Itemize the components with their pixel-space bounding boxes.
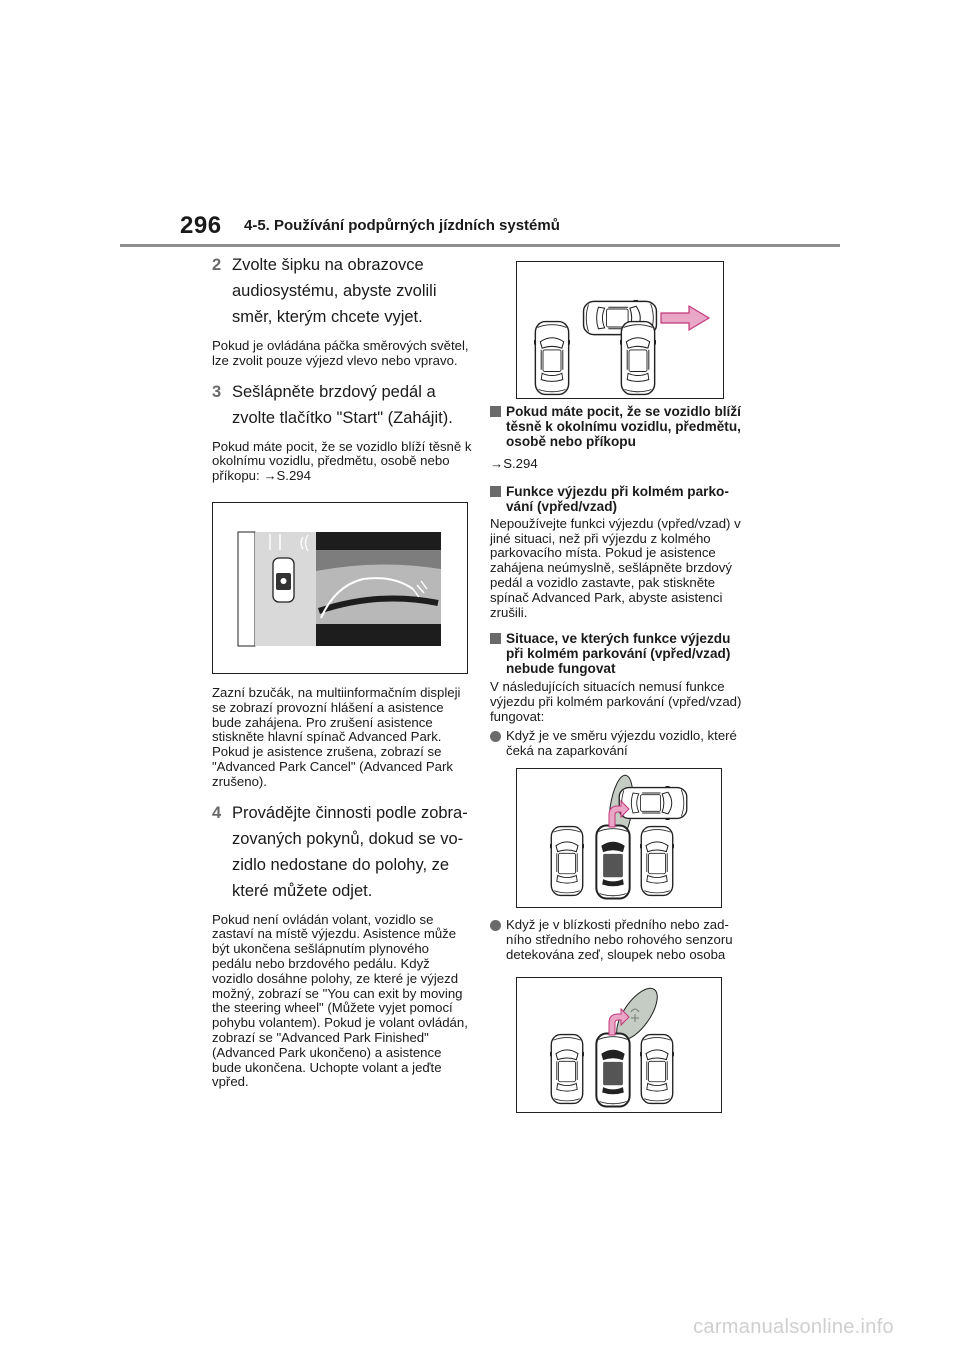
parking-screen-illustration [212, 502, 468, 674]
perpendicular-exit-text: Nepoužívejte funkci výjezdu (vpřed/vzad) v jiné situaci, než při výjezdu z kolmého parkovacího místa. Pokud je asistence zahájena neúmyslně, sešlápněte brzdový pedál a vozidlo zastavte, pak stiskněte spínač Advanced Park, abyste asistenci zrušili. [490, 515, 741, 620]
waiting-vehicle-illustration [516, 768, 722, 908]
step-2-text: Zvolte šipku na obrazovce audiosystému, abyste zvolili směr, kterým chcete vyjet. [232, 256, 437, 326]
step-3-note: Pokud máte pocit, že se vozidlo blíží těsně k okolnímu vozidlu, předmětu, osobě nebo příkopu: →S.294 [212, 438, 472, 484]
step-4-number: 4 [212, 803, 222, 822]
page-number: 296 [180, 212, 222, 239]
square-bullet-icon [490, 406, 501, 417]
exit-direction-illustration [516, 261, 724, 399]
exit-direction-graphic [517, 262, 723, 398]
section-title: 4-5. Používání podpůrných jízdních systémů [244, 217, 560, 234]
watermark: carmanualsonline.info [693, 1316, 894, 1338]
heading-proximity: Pokud máte pocit, že se vozidlo blíží těsně k okolnímu vozidlu, předmětu, osobě nebo příkopu [490, 404, 750, 449]
square-bullet-icon [490, 633, 501, 644]
step-2 [212, 252, 472, 330]
reference-link[interactable]: →S.294 [490, 456, 538, 471]
step-2-note: Pokud je ovládána páčka směrových světel, lze zvolit pouze výjezd vlevo nebo vpravo. [212, 338, 469, 368]
heading-perpendicular-exit: Funkce výjezdu při kolmém parkování (vpřed/vzad) [490, 484, 750, 514]
right-column [490, 404, 750, 1113]
left-column [212, 252, 472, 1090]
square-bullet-icon [490, 486, 501, 497]
parking-screen-graphic [213, 503, 467, 673]
sensor-obstacle-graphic [517, 978, 721, 1112]
bullet-waiting-vehicle: Když je ve směru výjezdu vozidlo, které čeká na zaparkování [490, 729, 750, 759]
step-3 [212, 379, 472, 431]
step-4-text: Provádějte činnosti podle zobrazovaných pokynů, dokud se vozidlo nedostane do polohy, ze které můžete odjet. [232, 803, 468, 900]
step-3-text: Sešlápněte brzdový pedál a zvolte tlačítko "Start" (Zahájit). [232, 382, 453, 427]
not-working-intro: V následujících situacích nemusí funkce výjezdu při kolmém parkování (vpřed/vzad) fungovat: [490, 679, 742, 724]
round-bullet-icon [490, 920, 501, 931]
sensor-obstacle-illustration [516, 977, 722, 1113]
screen-caption: Zazní bzučák, na multiinformačním displeji se zobrazí provozní hlášení a asistence bude zahájena. Pro zrušení asistence stiskněte hlavní spínač Advanced Park. Pokud je asistence zrušena, zobrazí se "Advanced Park Cancel" (Advanced Park zrušeno). [212, 684, 461, 789]
header-divider [120, 244, 840, 247]
waiting-vehicle-graphic [517, 769, 721, 907]
round-bullet-icon [490, 731, 501, 742]
step-2-number: 2 [212, 256, 222, 274]
heading-not-working: Situace, ve kterých funkce výjezdu při kolmém parkování (vpřed/vzad) nebude fungovat [490, 631, 750, 676]
step-3-number: 3 [212, 382, 222, 401]
step-4-note: Pokud není ovládán volant, vozidlo se zastaví na místě výjezdu. Asistence může být ukončena sešlápnutím plynového pedálu nebo brzdového pedálu. Když vozidlo dosáhne polohy, ze které je výjezd možný, zobrazí se "You can exit by moving the steering wheel" (Můžete vyjet pomocí pohybu volantem). Pokud je volant ovládán, zobrazí se "Advanced Park Finished" (Advanced Park ukončeno) a asistence bude ukončena. Uchopte volant a jeďte vpřed. [212, 911, 468, 1090]
step-4 [212, 800, 472, 904]
bullet-sensor-obstacle: Když je v blízkosti předního nebo zadního středního nebo rohového senzoru detekována zeď, sloupek nebo osoba [490, 918, 750, 962]
